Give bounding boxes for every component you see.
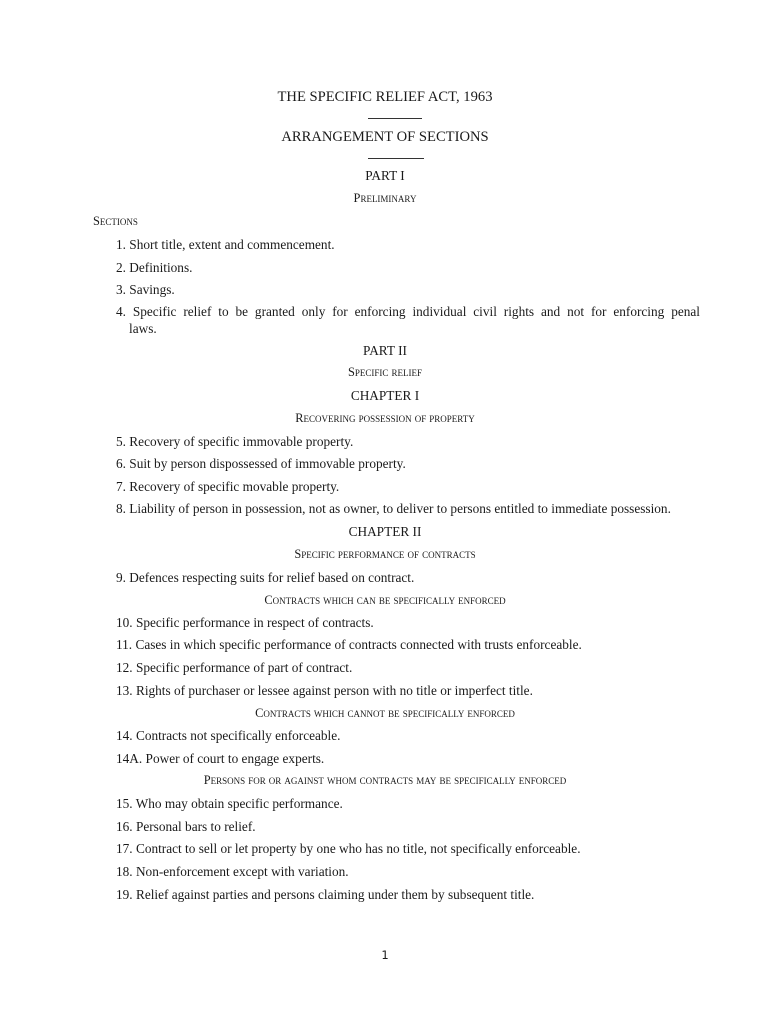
section-9: 9. Defences respecting suits for relief based on contract. [116,570,415,585]
section-16: 16. Personal bars to relief. [116,819,256,834]
arrangement-rule [368,158,424,159]
chapter-2-heading: Specific performance of contracts [294,547,476,561]
chapter-1-label: CHAPTER I [350,388,420,403]
section-3: 3. Savings. [116,282,175,297]
section-19: 19. Relief against parties and persons claiming under them by subsequent title. [116,887,535,902]
part-1-heading: Preliminary [353,191,417,205]
section-4-continued: laws. [129,321,157,336]
arrangement-heading: ARRANGEMENT OF SECTIONS [281,129,489,145]
section-1: 1. Short title, extent and commencement. [116,237,335,252]
part-1-label: PART I [365,168,405,183]
subheading-contracts-enforceable: Contracts which can be specifically enforced [264,593,506,607]
chapter-1-heading: Recovering possession of property [295,411,475,425]
section-4: 4. Specific relief to be granted only for enforcing individual civil rights and not for enforcing penal [116,304,700,319]
section-12: 12. Specific performance of part of contract. [116,660,353,675]
part-2-heading: Specific relief [348,365,422,379]
section-5: 5. Recovery of specific immovable property. [116,434,354,449]
section-6: 6. Suit by person dispossessed of immovable property. [116,456,406,471]
section-7: 7. Recovery of specific movable property. [116,479,340,494]
act-title: THE SPECIFIC RELIEF ACT, 1963 [277,89,493,105]
section-18: 18. Non-enforcement except with variation. [116,864,349,879]
section-2: 2. Definitions. [116,260,193,275]
section-10: 10. Specific performance in respect of contracts. [116,615,374,630]
section-11: 11. Cases in which specific performance of contracts connected with trusts enforceable. [116,637,582,652]
section-14: 14. Contracts not specifically enforceable. [116,728,341,743]
title-rule [368,118,422,119]
page-number: 1 [381,948,389,962]
sections-label: Sections [93,214,138,228]
section-8: 8. Liability of person in possession, not as owner, to deliver to persons entitled to immediate possession. [116,501,671,516]
section-13: 13. Rights of purchaser or lessee against person with no title or imperfect title. [116,683,533,698]
section-14a: 14A. Power of court to engage experts. [116,751,325,766]
subheading-persons: Persons for or against whom contracts may be specifically enforced [203,773,567,787]
part-2-label: PART II [363,343,407,358]
subheading-contracts-not-enforceable: Contracts which cannot be specifically enforced [255,706,515,720]
section-17: 17. Contract to sell or let property by one who has no title, not specifically enforceable. [116,841,581,856]
section-15: 15. Who may obtain specific performance. [116,796,343,811]
chapter-2-label: CHAPTER II [348,524,422,539]
